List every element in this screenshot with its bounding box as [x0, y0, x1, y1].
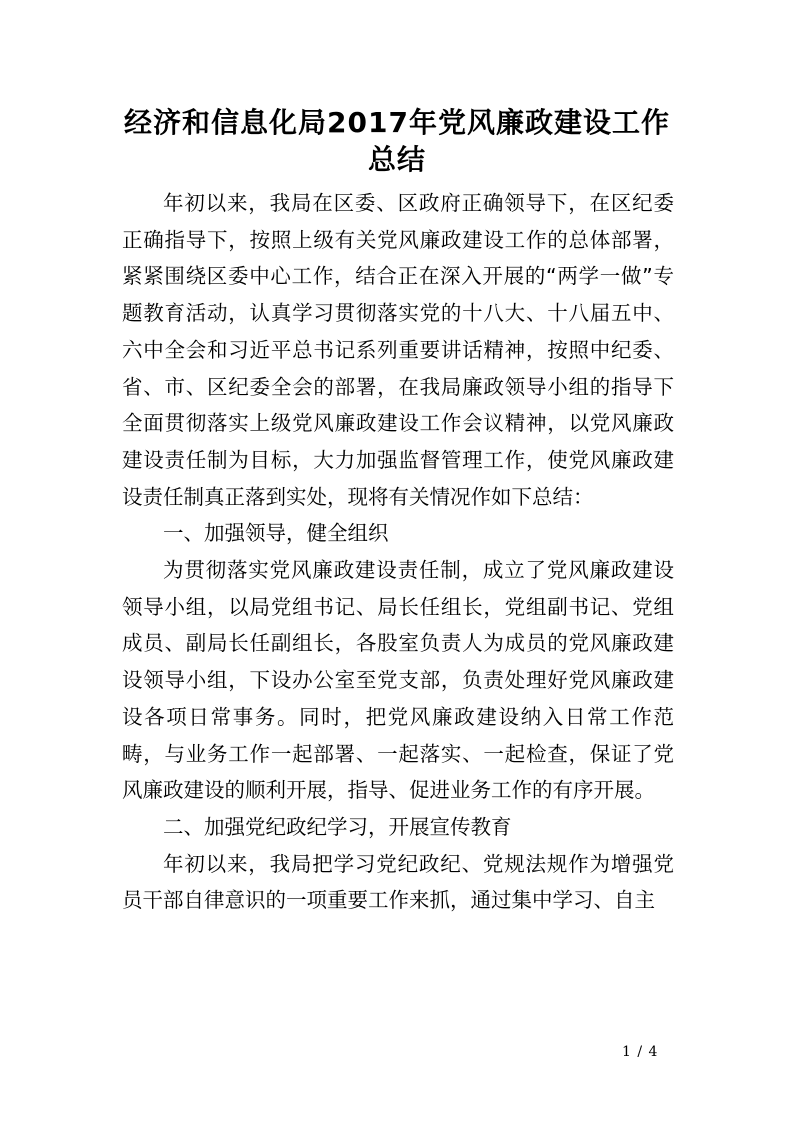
section-heading-2: 二、加强党纪政纪学习，开展宣传教育	[163, 814, 512, 839]
section-heading-1: 一、加强领导，健全组织	[163, 521, 389, 546]
section-2-paragraph: 年初以来，我局把学习党纪政纪、党规法规作为增强党员干部自律意识的一项重要工作来抓，通过集中学习、自主	[122, 851, 674, 913]
intro-paragraph: 年初以来，我局在区委、区政府正确领导下，在区纪委正确指导下，按照上级有关党风廉政建设工作的总体部署，紧紧围绕区委中心工作，结合正在深入开展的“两学一做”专题教育活动，认真学习贯彻落实党的十八大、十八届五中、六中全会和习近平总书记系列重要讲话精神，按照中纪委、省、市、区纪委全会的部署，在我局廉政领导小组的指导下全面贯彻落实上级党风廉政建设工作会议精神，以党风廉政建设责任制为目标，大力加强监督管理工作，使党风廉政建设责任制真正落到实处，现将有关情况作如下总结：	[122, 191, 674, 509]
document-body	[122, 185, 674, 919]
page-number: 1 / 4	[622, 1044, 659, 1060]
document-title-line-1: 经济和信息化局2017年党风廉政建设工作	[124, 106, 670, 139]
section-1-paragraph: 为贯彻落实党风廉政建设责任制，成立了党风廉政建设领导小组，以局党组书记、局长任组长，党组副书记、党组成员、副局长任副组长，各股室负责人为成员的党风廉政建设领导小组，下设办公室至党支部，负责处理好党风廉政建设各项日常事务。同时，把党风廉政建设纳入日常工作范畴，与业务工作一起部署、一起落实、一起检查，保证了党风廉政建设的顺利开展，指导、促进业务工作的有序开展。	[122, 558, 674, 803]
document-title-line-2: 总结	[367, 143, 426, 176]
